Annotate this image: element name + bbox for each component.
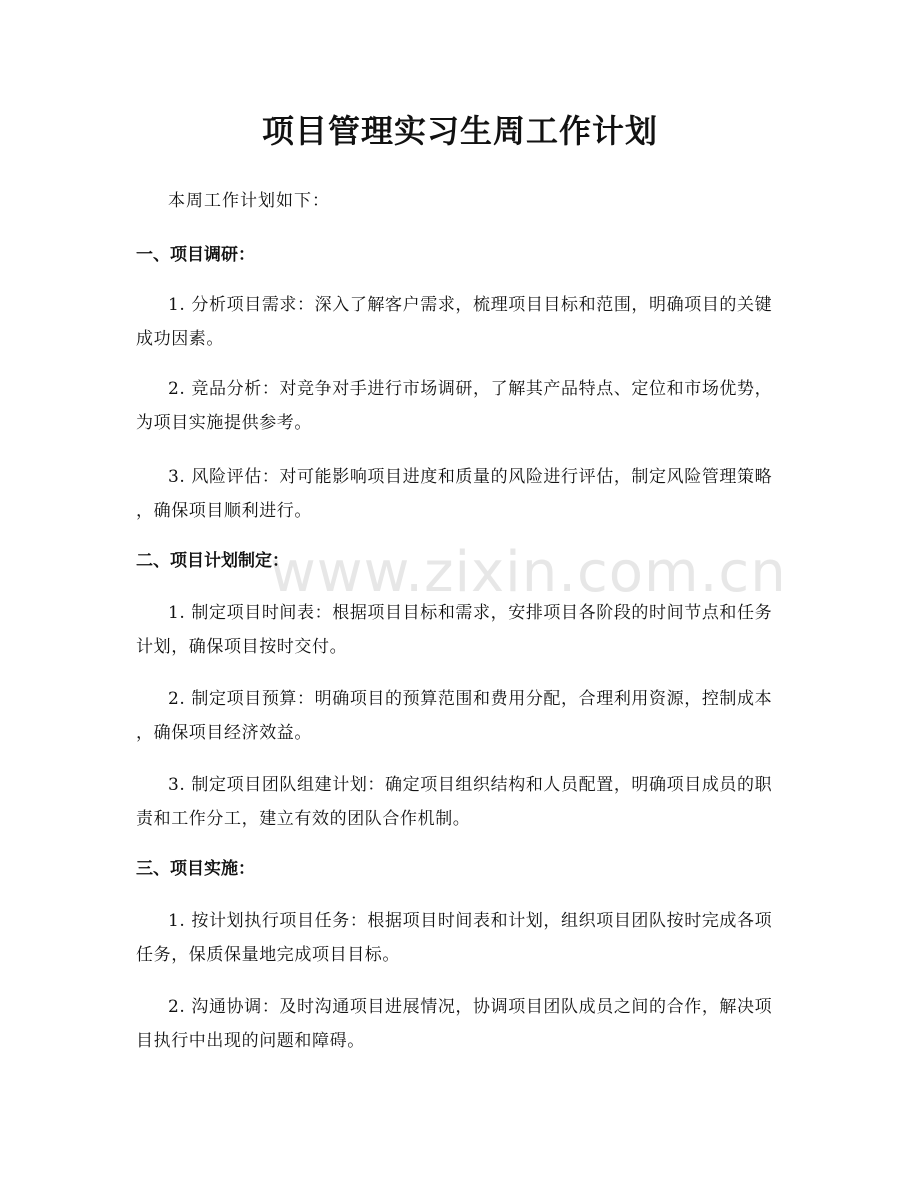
- paragraph: [136, 372, 786, 440]
- watermark: www.zixin.com.cn: [270, 540, 787, 605]
- paragraph-line: ，确保项目经济效益。: [136, 723, 312, 743]
- paragraph: [136, 596, 786, 664]
- paragraph-line: 1. 分析项目需求：深入了解客户需求，梳理项目目标和范围，明确项目的关键: [168, 295, 773, 315]
- paragraph-line: 计划，确保项目按时交付。: [136, 637, 348, 657]
- section-heading-implementation: 三、项目实施：: [136, 859, 255, 879]
- paragraph-line: 1. 按计划执行项目任务：根据项目时间表和计划，组织项目团队按时完成各项: [168, 911, 773, 931]
- paragraph-line: 3. 风险评估：对可能影响项目进度和质量的风险进行评估，制定风险管理策略: [168, 467, 773, 487]
- intro-text: 本周工作计划如下：: [168, 191, 330, 211]
- paragraph-line: ，确保项目顺利进行。: [136, 501, 312, 521]
- paragraph: [136, 288, 786, 356]
- paragraph-line: 成功因素。: [136, 329, 224, 349]
- section-heading-planning: 二、项目计划制定：: [136, 551, 289, 571]
- paragraph-line: 3. 制定项目团队组建计划：确定项目组织结构和人员配置，明确项目成员的职: [168, 775, 773, 795]
- paragraph-line: 为项目实施提供参考。: [136, 413, 312, 433]
- paragraph: [136, 682, 786, 750]
- paragraph: [136, 460, 786, 528]
- document-title: 项目管理实习生周工作计划: [261, 112, 658, 150]
- section-heading-research: 一、项目调研：: [136, 245, 255, 265]
- paragraph-line: 2. 制定项目预算：明确项目的预算范围和费用分配，合理利用资源，控制成本: [168, 689, 773, 709]
- paragraph-line: 2. 沟通协调：及时沟通项目进展情况，协调项目团队成员之间的合作，解决项: [168, 997, 773, 1017]
- paragraph-line: 任务，保质保量地完成项目目标。: [136, 945, 400, 965]
- paragraph-line: 责和工作分工，建立有效的团队合作机制。: [136, 809, 471, 829]
- paragraph: [136, 990, 786, 1058]
- paragraph-line: 1. 制定项目时间表：根据项目目标和需求，安排项目各阶段的时间节点和任务: [168, 603, 773, 623]
- paragraph-line: 目执行中出现的问题和障碍。: [136, 1031, 365, 1051]
- paragraph-line: 2. 竞品分析：对竞争对手进行市场调研，了解其产品特点、定位和市场优势，: [168, 379, 773, 399]
- paragraph: [136, 904, 786, 972]
- paragraph: [136, 768, 786, 836]
